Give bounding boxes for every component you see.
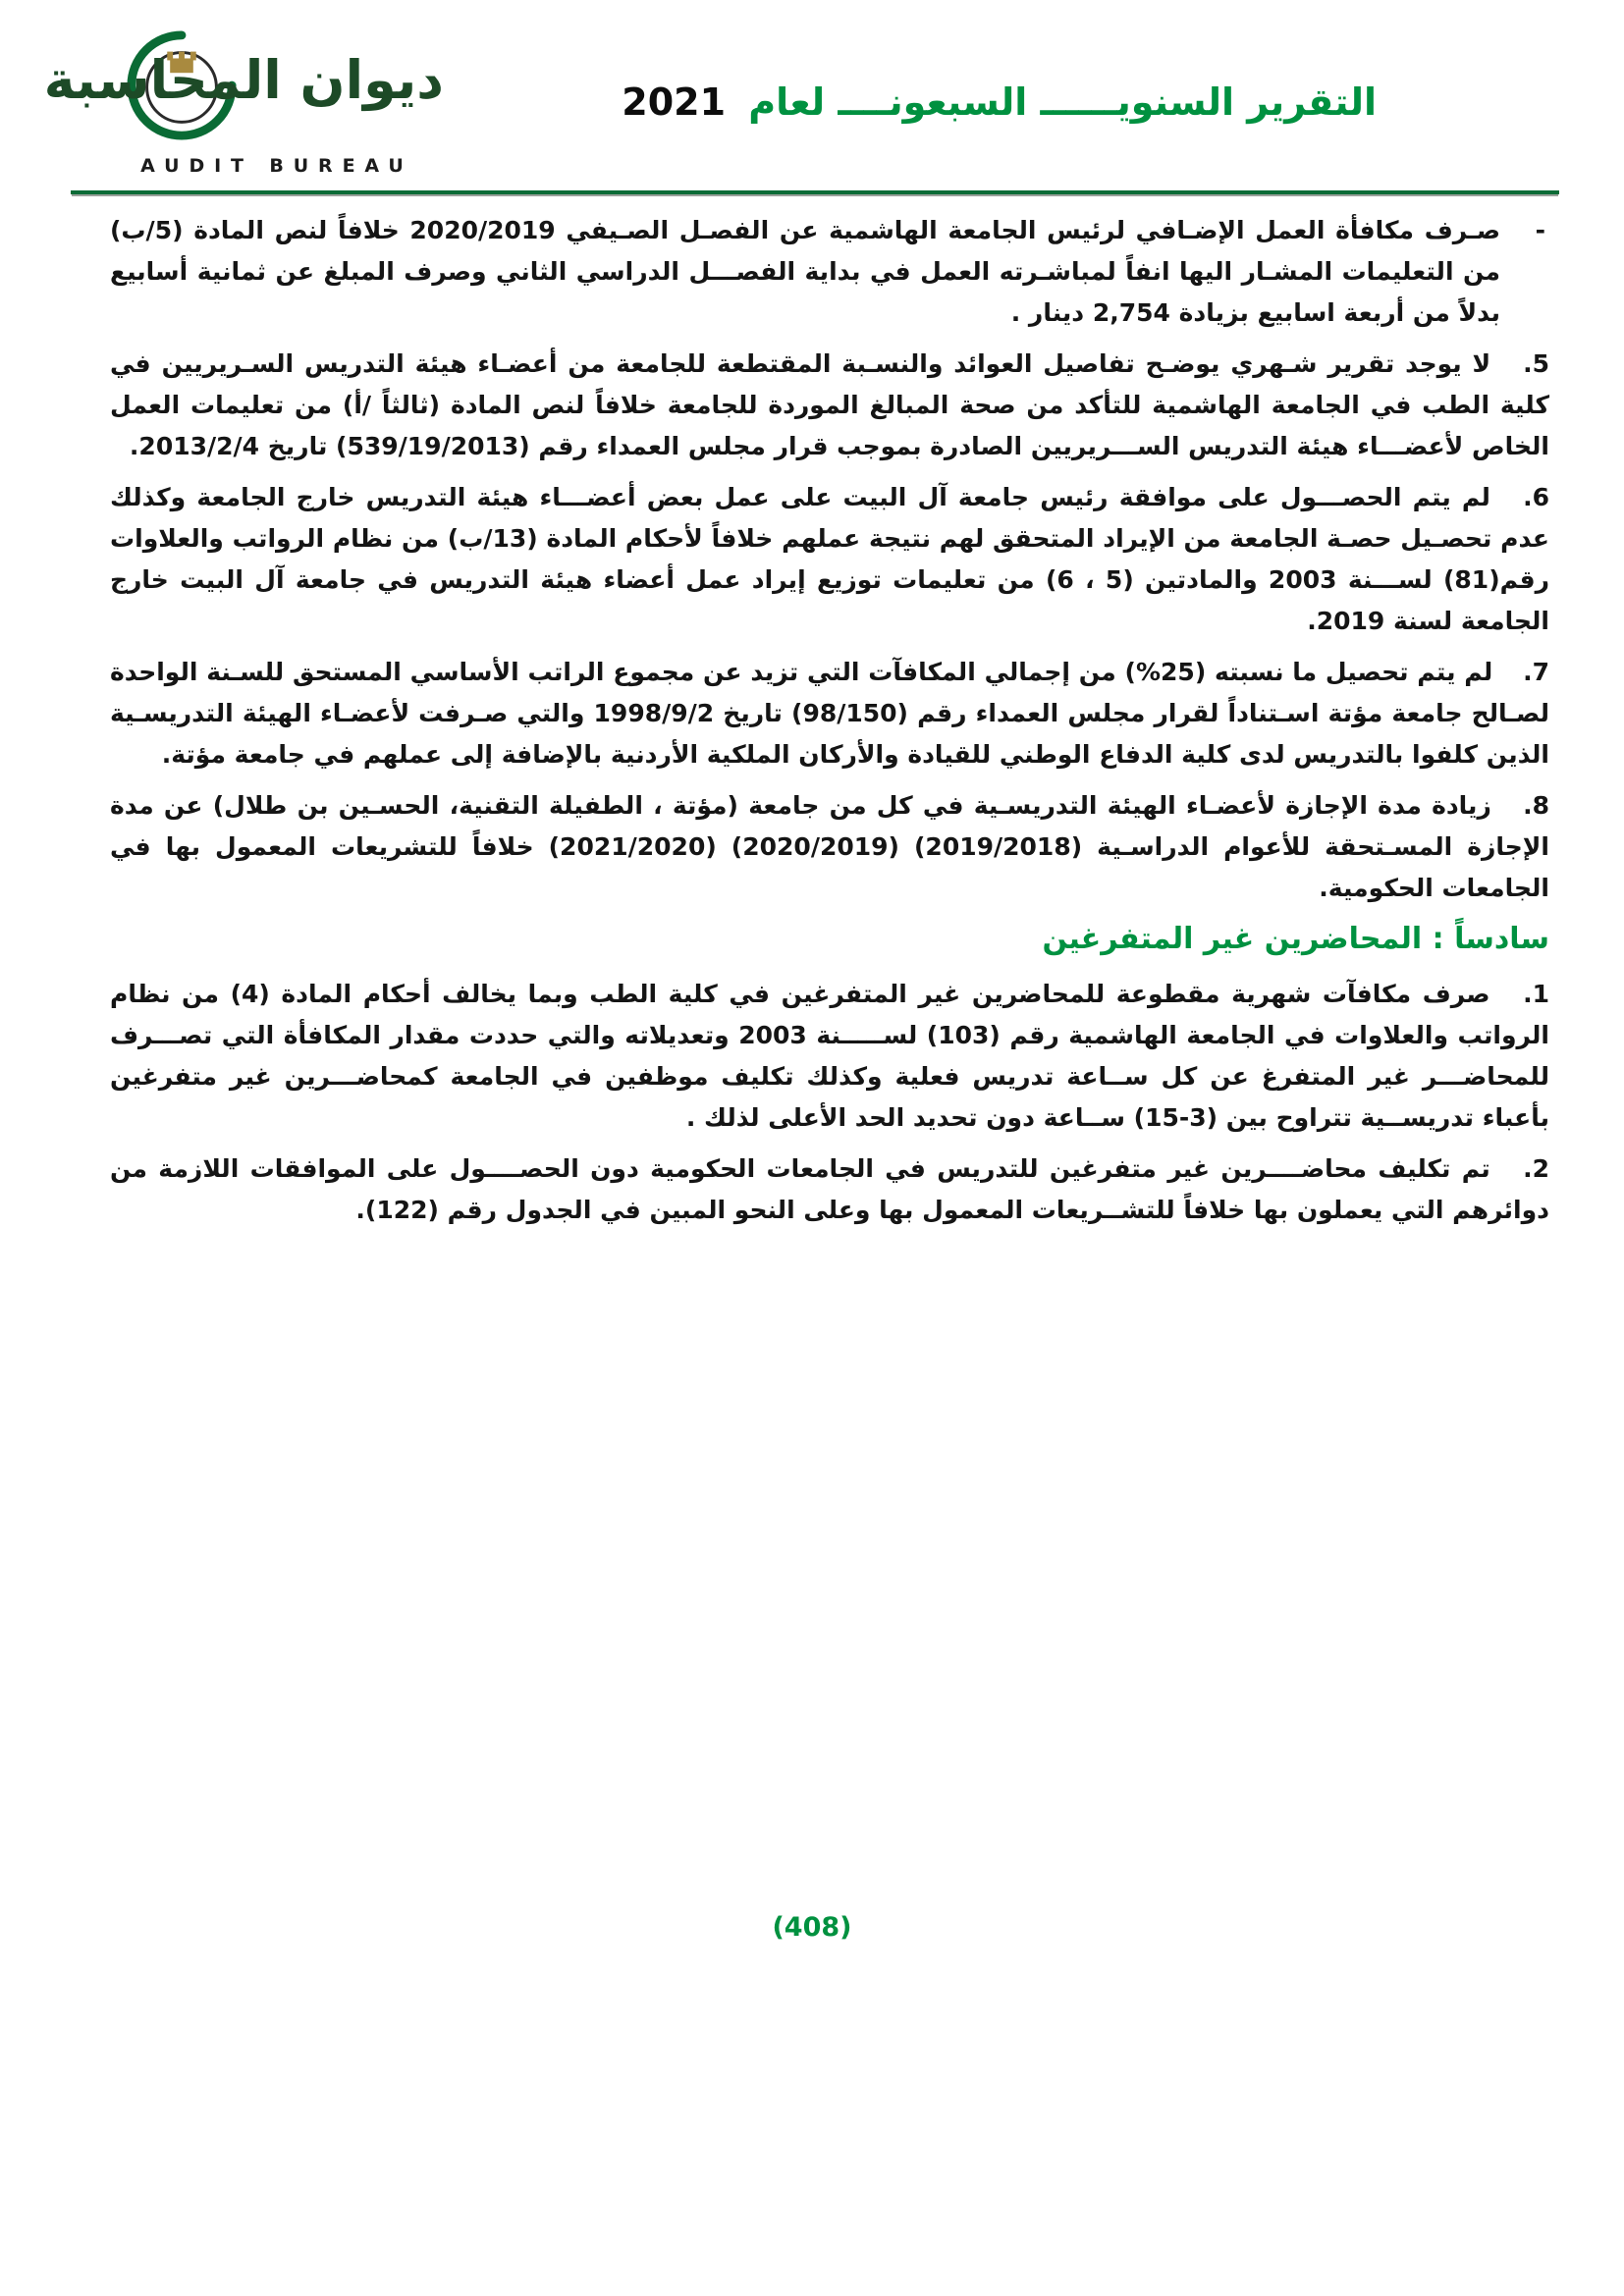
item-marker: 2. (1523, 1154, 1549, 1183)
section-item-2 (110, 1148, 1549, 1231)
header-divider (71, 190, 1559, 194)
item-marker: - (1535, 216, 1545, 244)
page-content (110, 210, 1549, 1241)
item-marker: 1. (1523, 980, 1549, 1008)
list-item-6 (110, 477, 1549, 642)
list-item-dash (110, 210, 1545, 334)
list-item-5 (110, 344, 1549, 467)
item-marker: 8. (1523, 791, 1549, 820)
logo-arabic-name: ديوان المحاسبة (43, 49, 444, 111)
page-header (0, 0, 1624, 196)
page-number: (408) (772, 1912, 852, 1943)
section-item-1 (110, 974, 1549, 1139)
section-heading: سادساً : المحاضرين غير المتفرغين (1042, 922, 1549, 956)
item-text: صرف مكافآت شهرية مقطوعة للمحاضرين غير المتفرغين في كلية الطب وبما يخالف أحكام المادة (4) من نظام الرواتب والعلاوات في الجامعة الهاشمية رقم (103) لســـــنة 2003 وتعديلاته والتي حددت مقدار المكافأة التي تصـــرف للمحاضـــر غير المتفرغ عن كل ســاعة تدريس فعلية وكذلك تكليف موظفين في الجامعة كمحاضـــرين غير متفرغين بأعباء تدريســية تتراوح بين (3-15) ســاعة دون تحديد الحد الأعلى لذلك . (110, 980, 1549, 1132)
list-item-7 (110, 652, 1549, 775)
audit-bureau-logo (43, 26, 444, 177)
item-text: زيادة مدة الإجازة لأعضـاء الهيئة التدريسـية في كل من جامعة (مؤتة ، الطفيلة التقنية، الحسـين بن طلال) عن مدة الإجازة المسـتحقة للأعوام الدراسـية (2019/2018) (2020/2019) (2021/2020) خلافاً للتشريعات المعمول بها في الجامعات الحكومية. (110, 791, 1549, 902)
item-text: تم تكليف محاضــــرين غير متفرغين للتدريس في الجامعات الحكومية دون الحصــــول على الموافقات اللازمة من دوائرهم التي يعملون بها خلافاً للتشــريعات المعمول بها وعلى النحو المبين في الجدول رقم (122). (110, 1154, 1549, 1224)
report-title-text: التقرير السنويــــــ السبعونــــ لعام (748, 80, 1377, 124)
list-item-8 (110, 785, 1549, 909)
report-title (622, 80, 1377, 124)
item-text: صـرف مكافأة العمل الإضـافي لرئيس الجامعة الهاشمية عن الفصـل الصـيفي 2020/2019 خلافاً لنص المادة (5/ب) من التعليمات المشـار اليها انفاً لمباشـرته العمل في بداية الفصـــل الدراسي الثاني وصرف المبلغ عن ثمانية أسابيع بدلاً من أربعة اسابيع بزيادة 2,754 دينار . (110, 216, 1500, 327)
item-marker: 5. (1523, 349, 1549, 378)
item-marker: 7. (1523, 658, 1549, 686)
item-marker: 6. (1523, 483, 1549, 511)
report-title-year: 2021 (622, 80, 727, 124)
item-text: لم يتم الحصـــول على موافقة رئيس جامعة آل البيت على عمل بعض أعضـــاء هيئة التدريس خارج الجامعة وكذلك عدم تحصـيل حصـة الجامعة من الإيراد المتحقق لهم نتيجة عملهم خلافاً لأحكام المادة (13/ب) من نظام الرواتب والعلاوات رقم(81) لســـنة 2003 والمادتين (5 ، 6) من تعليمات توزيع إيراد عمل أعضاء هيئة التدريس في جامعة آل البيت خارج الجامعة لسنة 2019. (110, 483, 1549, 635)
item-text: لا يوجد تقرير شـهري يوضـح تفاصيل العوائد والنسـبة المقتطعة للجامعة من أعضـاء هيئة التدريس السـريريين في كلية الطب في الجامعة الهاشمية للتأكد من صحة المبالغ الموردة للجامعة خلافاً لنص المادة (ثالثاً /أ) من تعليمات العمل الخاص لأعضـــاء هيئة التدريس الســـريريين الصادرة بموجب قرار مجلس العمداء رقم (539/19/2013) تاريخ 2013/2/4. (110, 349, 1549, 460)
item-text: لم يتم تحصيل ما نسبته (25%) من إجمالي المكافآت التي تزيد عن مجموع الراتب الأساسي المستحق للسـنة الواحدة لصـالح جامعة مؤتة اسـتناداً لقرار مجلس العمداء رقم (98/150) تاريخ 1998/9/2 والتي صـرفت لأعضـاء الهيئة التدريسـية الذين كلفوا بالتدريس لدى كلية الدفاع الوطني للقيادة والأركان الملكية الأردنية بالإضافة إلى عملهم في جامعة مؤتة. (110, 658, 1550, 769)
logo-artwork (43, 26, 444, 147)
logo-latin-name: AUDIT BUREAU (140, 155, 413, 177)
